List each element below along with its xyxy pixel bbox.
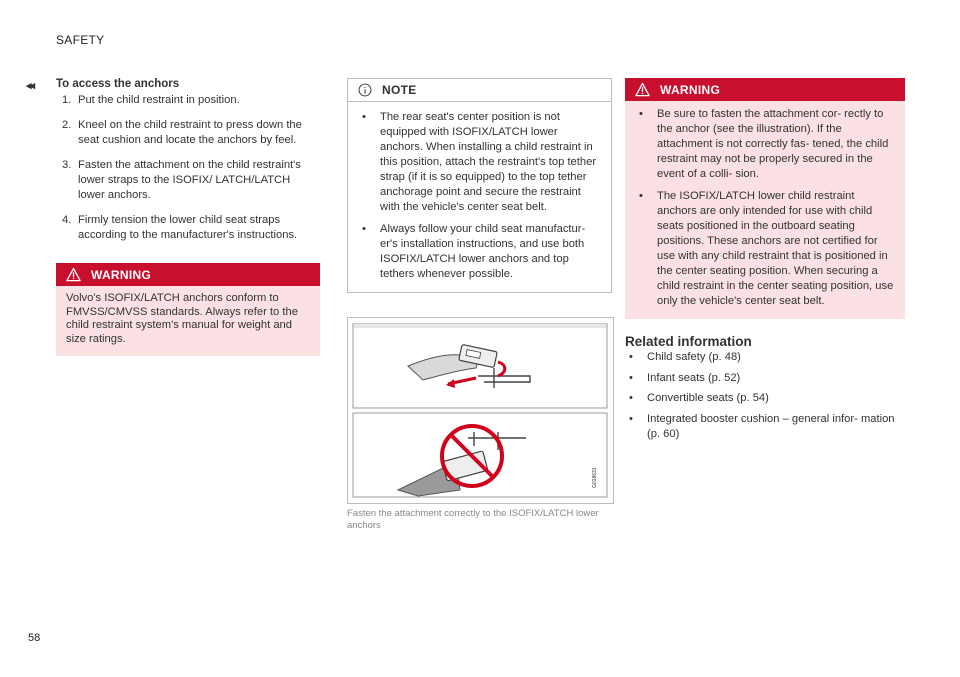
warning-item <box>635 189 895 309</box>
related-link-text[interactable]: Child safety (p. 48) <box>647 351 741 363</box>
warning-label: WARNING <box>91 267 152 282</box>
warning-triangle-icon <box>635 82 650 97</box>
step-number: 4. <box>62 214 72 226</box>
correct-panel <box>353 324 607 408</box>
note-text: The rear seat's center position is not equipped with ISOFIX/LATCH lower anchors. When installing a child restraint in this position, attach the restraint's top tether strap (if it is so equipped) to the top tether anchorage point and secure the restraint with the vehicle's center seat belt. <box>380 111 597 213</box>
step-text: Put the child restraint in position. <box>78 94 240 106</box>
figure-code: G018631 <box>592 467 598 488</box>
warning-box <box>625 78 905 319</box>
step-text: Fasten the attachment on the child restraint's lower straps to the ISOFIX/ LATCH/LATCH lower anchors. <box>78 159 301 201</box>
note-text: Always follow your child seat manufactur- er's installation instructions, and use both ISOFIX/LATCH lower anchors and top tethers whenever possible. <box>380 223 586 280</box>
warning-triangle-icon <box>66 267 81 282</box>
step-item <box>56 158 320 203</box>
related-list <box>625 350 905 442</box>
note-item <box>358 222 601 282</box>
column-warning <box>625 78 905 447</box>
column-note <box>347 78 612 293</box>
bullet: • <box>639 108 643 120</box>
warning-text: Be sure to fasten the attachment cor- rectly to the anchor (see the illustration). If the attachment is not correctly fas- tened, the child restraint may not be properly secured in the event of a colli- sion. <box>657 108 889 180</box>
warning-text: Volvo's ISOFIX/LATCH anchors conform to FMVSS/CMVSS standards. Always refer to the child restraint system's manual for weight and size ratings. <box>66 292 298 345</box>
note-header <box>348 79 611 102</box>
bullet: • <box>362 223 366 235</box>
step-list <box>56 93 320 243</box>
warning-text: The ISOFIX/LATCH lower child restraint anchors are only intended for use with child seats positioned in the outboard seating positions. These anchors are not certified for use with any child restraint that is positioned in the center seating position. When securing a child restraint in the center seating position, use only the vehicle's center seat belt. <box>657 190 894 307</box>
warning-list <box>635 107 895 309</box>
related-link-text[interactable]: Infant seats (p. 52) <box>647 371 741 384</box>
step-text: Kneel on the child restraint to press down the seat cushion and locate the anchors by feel. <box>78 119 302 146</box>
related-info-title: Related information <box>625 334 752 349</box>
step-number: 1. <box>62 94 72 106</box>
figure-caption: Fasten the attachment correctly to the ISOFIX/LATCH lower anchors <box>347 508 599 531</box>
bullet: • <box>629 371 633 384</box>
bullet: • <box>629 351 633 363</box>
step-text: Firmly tension the lower child seat straps according to the manufacturer's instructions. <box>78 214 298 241</box>
warning-item <box>635 107 895 182</box>
step-number: 2. <box>62 119 72 131</box>
warning-box <box>56 263 320 356</box>
anchor-illustration <box>347 317 614 504</box>
warning-body <box>625 101 905 319</box>
step-item <box>56 118 320 148</box>
note-box <box>347 78 612 293</box>
warning-label: WARNING <box>660 82 721 97</box>
bullet: • <box>362 111 366 123</box>
section-header: SAFETY <box>56 33 105 47</box>
warning-header <box>56 263 320 286</box>
info-circle-icon <box>358 83 372 97</box>
related-link[interactable] <box>625 412 905 442</box>
related-link[interactable] <box>625 391 905 406</box>
note-list <box>348 102 611 292</box>
related-link-text[interactable]: Convertible seats (p. 54) <box>647 392 769 404</box>
bullet: • <box>629 412 633 425</box>
illustration-svg <box>348 318 613 503</box>
warning-header <box>625 78 905 101</box>
page-number: 58 <box>28 632 41 644</box>
related-link[interactable] <box>625 350 905 365</box>
bullet: • <box>639 190 643 202</box>
continued-marker: ◂◂ <box>26 80 34 92</box>
note-item <box>358 110 601 215</box>
bullet: • <box>629 392 633 404</box>
section-title: To access the anchors <box>56 78 180 90</box>
note-label: NOTE <box>382 83 417 97</box>
step-number: 3. <box>62 159 72 171</box>
column-procedure <box>56 78 320 356</box>
related-link[interactable] <box>625 371 905 386</box>
step-item <box>56 213 320 243</box>
related-link-text[interactable]: Integrated booster cushion – general infor- mation (p. 60) <box>647 412 895 440</box>
step-item <box>56 93 320 108</box>
